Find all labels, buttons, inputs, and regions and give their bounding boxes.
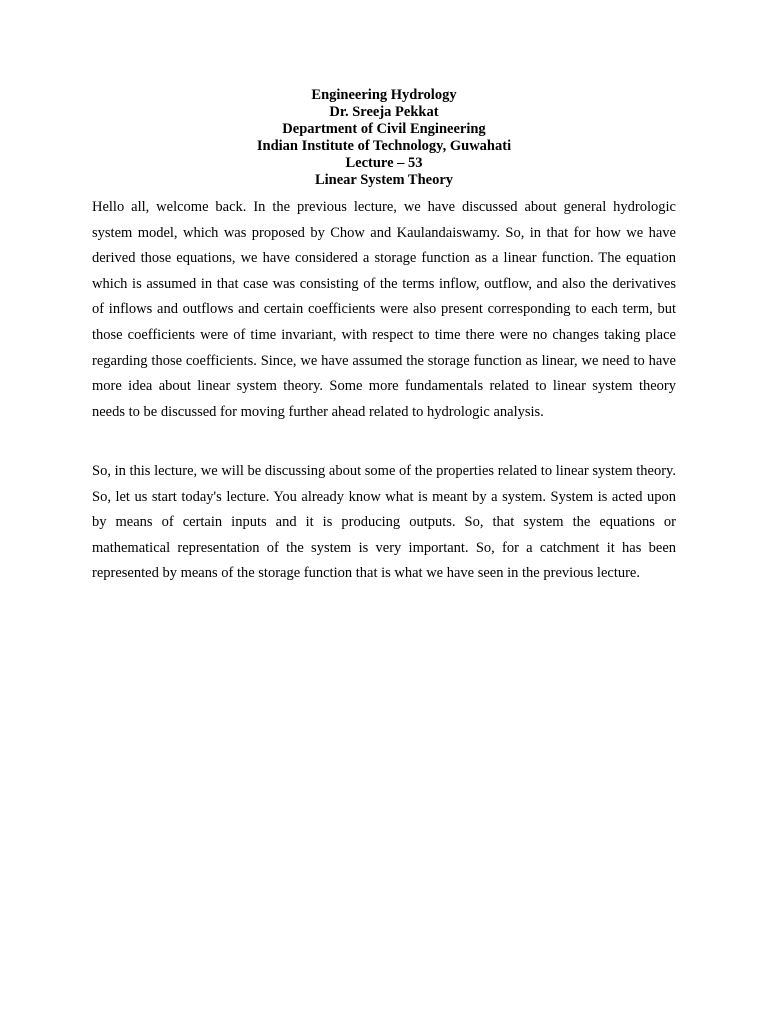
instructor-name: Dr. Sreeja Pekkat bbox=[329, 104, 439, 120]
lecture-number: Lecture – 53 bbox=[345, 155, 423, 171]
paragraph-lecture-overview: So, in this lecture, we will be discussing about some of the properties related to linear system theory. So, let us start today's lecture. You already know what is meant by a system. System is acted upon by means of certain inputs and it is producing outputs. So, that system the equations or mathematical representation of the system is very important. So, for a catchment it has been represented by means of the storage function that is what we have seen in the previous lecture. bbox=[92, 463, 676, 582]
department-name: Department of Civil Engineering bbox=[282, 121, 486, 137]
paragraph-intro: Hello all, welcome back. In the previous lecture, we have discussed about general hydrologic system model, which was proposed by Chow and Kaulandaiswamy. So, in that for how we have derived those equations, we have considered a storage function as a linear function. The equation which is assumed in that case was consisting of the terms inflow, outflow, and also the derivatives of inflows and outflows and certain coefficients were also present corresponding to each term, but those coefficients were of time invariant, with respect to time there were no changes taking place regarding those coefficients. Since, we have assumed the storage function as linear, we need to have more idea about linear system theory. Some more fundamentals related to linear system theory needs to be discussed for moving further ahead related to hydrologic analysis. bbox=[92, 199, 676, 420]
institute-name: Indian Institute of Technology, Guwahati bbox=[256, 138, 512, 154]
course-title: Engineering Hydrology bbox=[311, 87, 457, 103]
lecture-topic: Linear System Theory bbox=[314, 172, 454, 188]
lecture-header bbox=[0, 87, 768, 189]
